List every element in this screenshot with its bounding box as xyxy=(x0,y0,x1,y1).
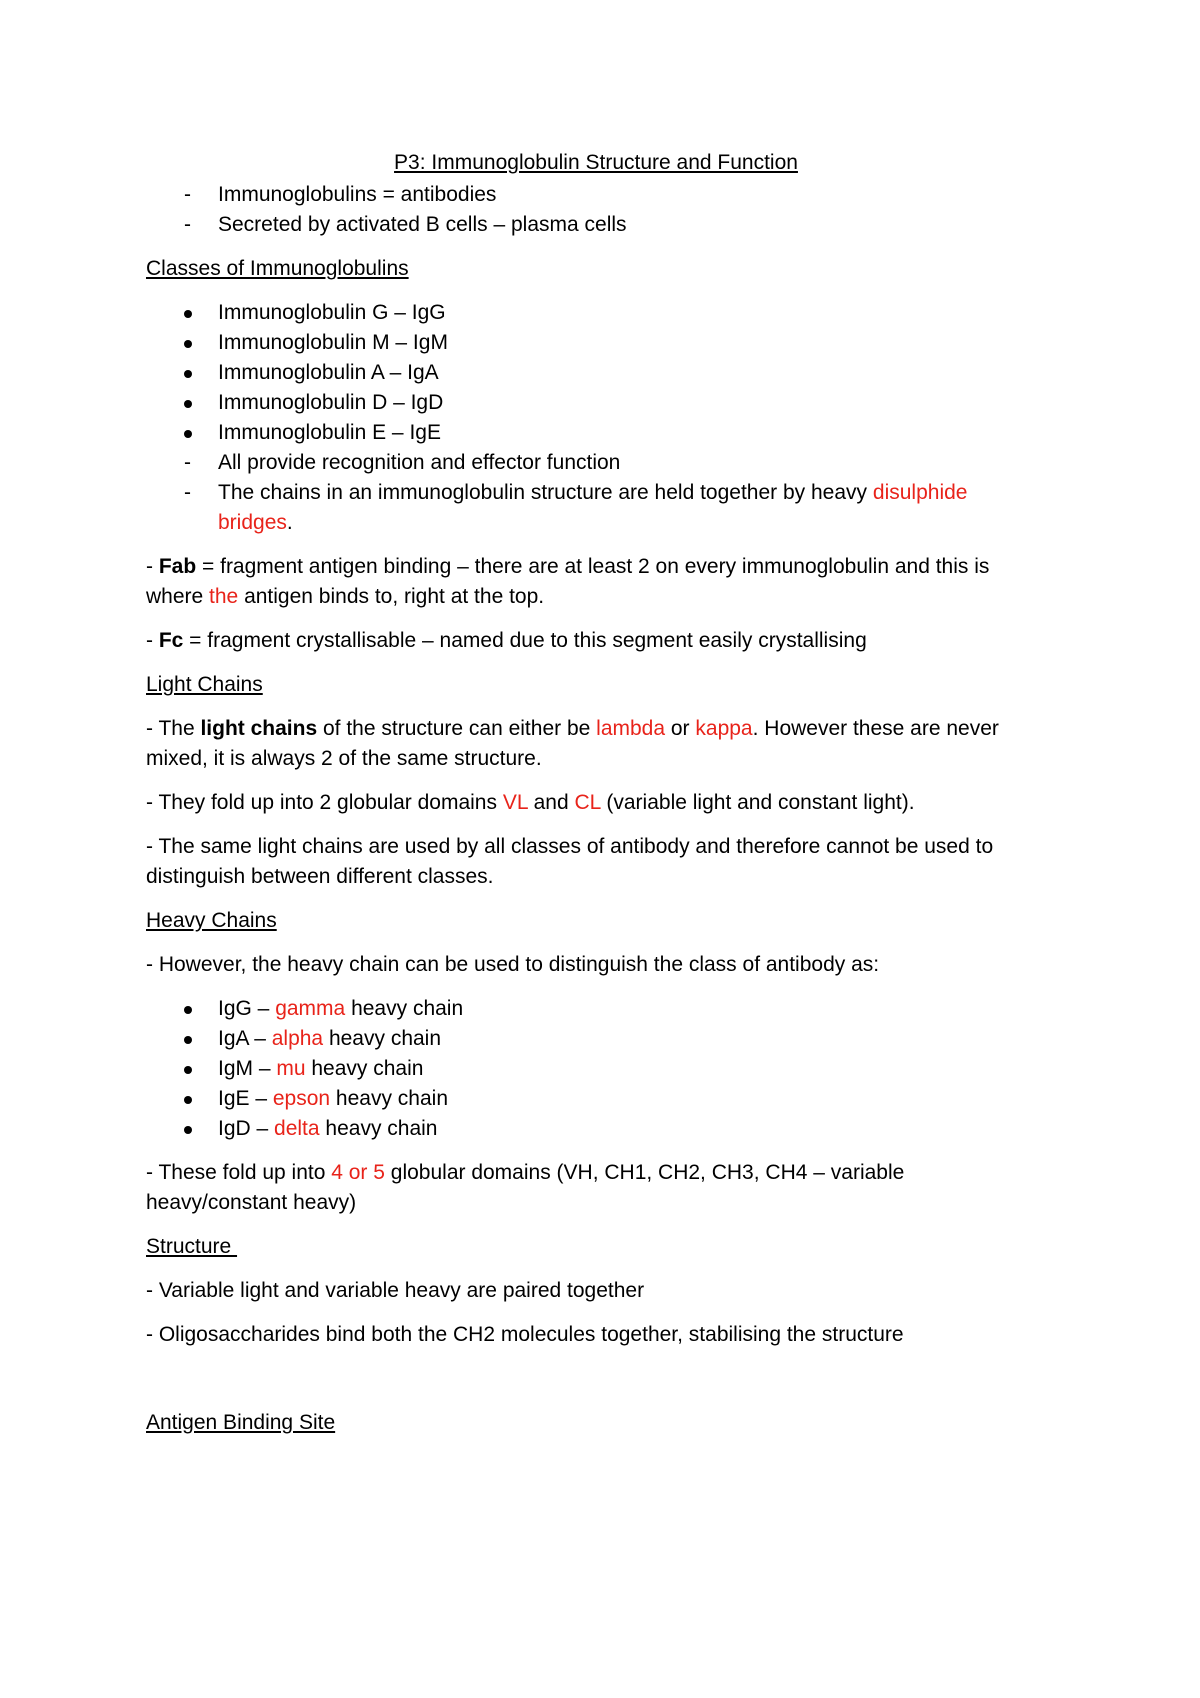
paragraph-structure-1: - Variable light and variable heavy are paired together xyxy=(146,1279,645,1302)
bullet-icon xyxy=(184,1006,192,1014)
bullet-icon xyxy=(184,1126,192,1134)
paragraph-structure-2: - Oligosaccharides bind both the CH2 molecules together, stabilising the structure xyxy=(146,1323,904,1346)
paragraph-light-2: - They fold up into 2 globular domains VL and CL (variable light and constant light). xyxy=(146,791,915,814)
bullet-icon xyxy=(184,1096,192,1104)
bullet-icon xyxy=(184,310,192,318)
paragraph-fc: - Fc = fragment crystallisable – named due to this segment easily crystallising xyxy=(146,629,867,652)
section-heading-antigen-binding-site: Antigen Binding Site xyxy=(146,1411,336,1434)
bullet-icon xyxy=(184,340,192,348)
bullet-icon xyxy=(184,1066,192,1074)
bullet-icon xyxy=(184,430,192,438)
page-title: P3: Immunoglobulin Structure and Function xyxy=(394,151,798,174)
section-heading-light-chains: Light Chains xyxy=(146,673,263,696)
paragraph-heavy-2: - These fold up into 4 or 5 globular domains (VH, CH1, CH2, CH3, CH4 – variable xyxy=(146,1161,905,1184)
bullet-icon xyxy=(184,1036,192,1044)
paragraph-fab: - Fab = fragment antigen binding – there are at least 2 on every immunoglobulin and this is xyxy=(146,555,990,578)
section-heading-classes: Classes of Immunoglobulins xyxy=(146,257,409,280)
section-heading-structure: Structure xyxy=(146,1235,238,1258)
paragraph-light-1-line2: mixed, it is always 2 of the same structure. xyxy=(146,747,542,770)
paragraph-heavy-1: - However, the heavy chain can be used to distinguish the class of antibody as: xyxy=(146,953,880,976)
paragraph-light-1: - The light chains of the structure can either be lambda or kappa. However these are never xyxy=(146,717,999,740)
paragraph-heavy-2-line2: heavy/constant heavy) xyxy=(146,1191,357,1214)
paragraph-light-3-line2: distinguish between different classes. xyxy=(146,865,494,888)
bullet-icon xyxy=(184,400,192,408)
bullet-icon xyxy=(184,370,192,378)
section-heading-heavy-chains: Heavy Chains xyxy=(146,909,277,932)
paragraph-light-3: - The same light chains are used by all classes of antibody and therefore cannot be used to xyxy=(146,835,994,858)
paragraph-fab-line2: where the antigen binds to, right at the top. xyxy=(146,585,545,608)
